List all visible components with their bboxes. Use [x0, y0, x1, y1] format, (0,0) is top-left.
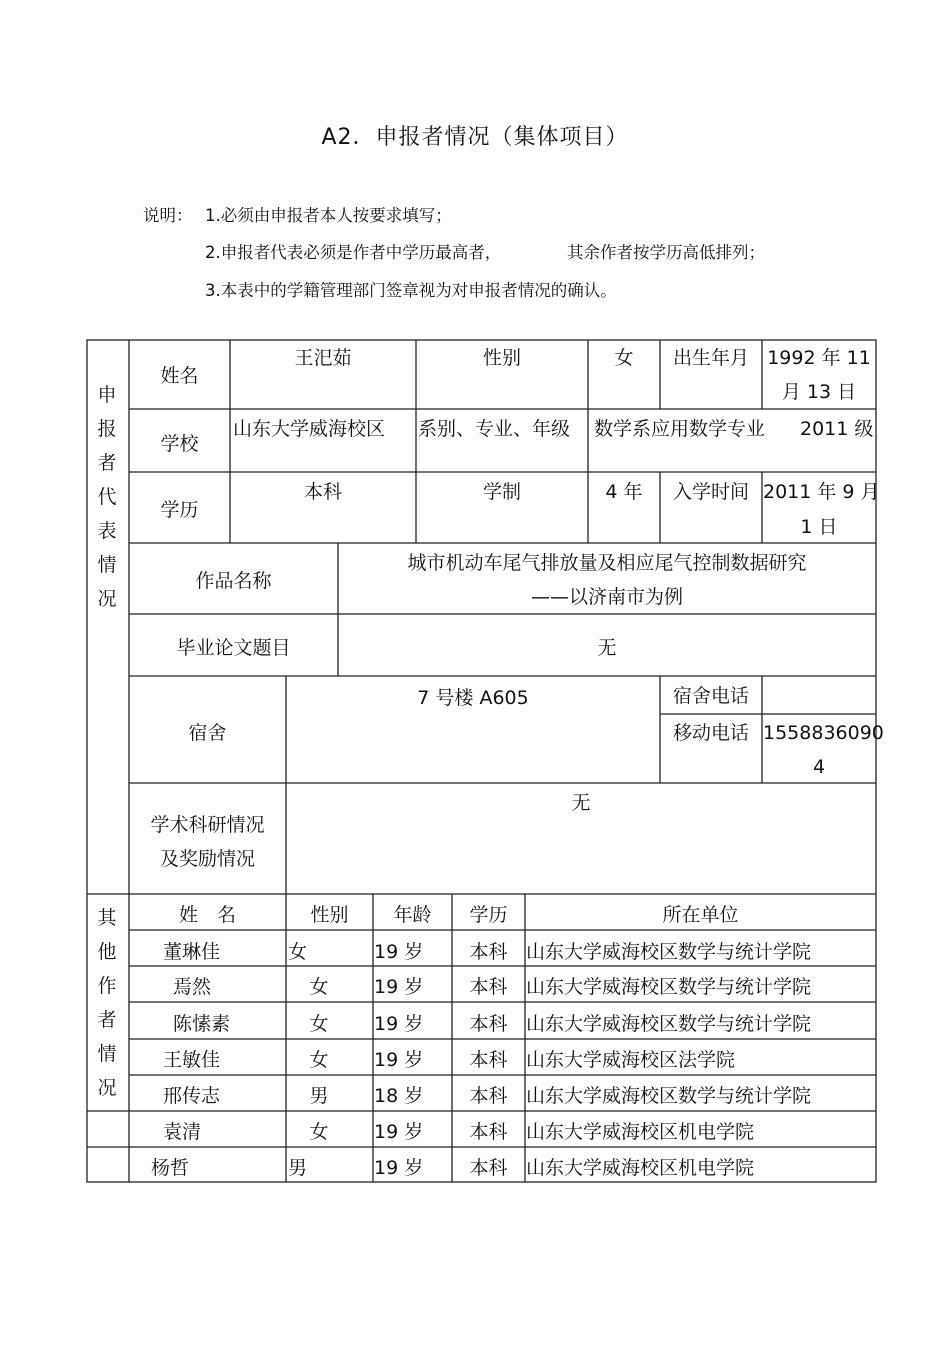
research-value: 无 [571, 792, 591, 814]
schooling-label: 学制 [482, 481, 521, 503]
mobile-value-line1: 1558836090 [763, 722, 884, 744]
thesis-label: 毕业论文题目 [176, 637, 291, 659]
authors-section-label [92, 901, 122, 1105]
author-name: 袁清 [163, 1121, 202, 1143]
education-value: 本科 [303, 481, 342, 503]
author-education: 本科 [469, 1049, 508, 1071]
dorm-value: 7 号楼 A605 [417, 687, 529, 709]
authors-header-education: 学历 [469, 904, 508, 926]
author-education: 本科 [469, 1121, 508, 1143]
name-value: 王汜茹 [294, 347, 352, 369]
representative-section-text: 申报者代表情况 [97, 384, 117, 610]
author-name: 杨哲 [151, 1157, 190, 1179]
birth-value-line2: 月 13 日 [781, 381, 857, 403]
thesis-value: 无 [597, 637, 617, 659]
research-label-line2: 及奖励情况 [159, 848, 255, 870]
author-unit: 山东大学威海校区法学院 [526, 1049, 736, 1071]
birth-label: 出生年月 [672, 347, 749, 369]
author-unit: 山东大学威海校区数学与统计学院 [526, 1013, 812, 1035]
author-gender: 女 [309, 1013, 329, 1035]
author-age: 19 岁 [374, 1121, 424, 1143]
work-title-line1: 城市机动车尾气排放量及相应尾气控制数据研究 [407, 552, 807, 574]
dorm-label: 宿舍 [188, 722, 227, 744]
mobile-value-line2: 4 [812, 756, 826, 778]
author-gender: 女 [288, 941, 308, 963]
author-gender: 男 [309, 1085, 329, 1107]
school-label: 学校 [160, 433, 199, 455]
mobile-label: 移动电话 [672, 722, 749, 744]
gender-value: 女 [614, 347, 634, 369]
dept-label: 系别、专业、年级 [418, 418, 571, 440]
author-age: 19 岁 [374, 1049, 424, 1071]
authors-section-text: 其他作者情况 [97, 907, 117, 1099]
author-unit: 山东大学威海校区数学与统计学院 [526, 1085, 812, 1107]
author-education: 本科 [469, 976, 508, 998]
grade-value: 2011 级 [800, 418, 874, 440]
author-age: 19 岁 [374, 1013, 424, 1035]
research-label-line1: 学术科研情况 [150, 814, 265, 836]
author-name: 王敏佳 [163, 1049, 221, 1071]
author-name: 焉然 [173, 976, 212, 998]
enroll-label: 入学时间 [672, 481, 749, 503]
instruction-3: 3.本表中的学籍管理部门签章视为对申报者情况的确认。 [205, 281, 617, 300]
name-label: 姓名 [160, 365, 199, 387]
author-education: 本科 [469, 941, 508, 963]
page-title: A2．申报者情况（集体项目） [321, 125, 629, 150]
author-age: 19 岁 [374, 941, 424, 963]
instruction-1: 1.必须由申报者本人按要求填写； [205, 206, 452, 225]
authors-header-unit: 所在单位 [662, 904, 739, 926]
author-unit: 山东大学威海校区机电学院 [526, 1157, 755, 1179]
education-label: 学历 [160, 499, 199, 521]
author-gender: 女 [309, 976, 329, 998]
author-name: 邢传志 [163, 1085, 221, 1107]
authors-header-gender: 性别 [310, 904, 349, 926]
author-age: 19 岁 [374, 1157, 424, 1179]
author-gender: 男 [288, 1157, 308, 1179]
author-education: 本科 [469, 1085, 508, 1107]
author-age: 19 岁 [374, 976, 424, 998]
author-gender: 女 [309, 1121, 329, 1143]
instruction-2: 2.申报者代表必须是作者中学历最高者， [205, 243, 502, 262]
author-name: 董琳佳 [163, 941, 221, 963]
schooling-value: 4 年 [605, 481, 643, 503]
author-unit: 山东大学威海校区数学与统计学院 [526, 941, 812, 963]
enroll-value-line1: 2011 年 9 月 [763, 481, 880, 503]
work-title-line2: ——以济南市为例 [530, 586, 683, 608]
authors-header-name: 姓 名 [178, 904, 236, 926]
instruction-2-cont: 其余作者按学历高低排列； [567, 243, 765, 262]
author-gender: 女 [309, 1049, 329, 1071]
representative-section-label [92, 378, 122, 616]
gender-label: 性别 [482, 347, 521, 369]
author-unit: 山东大学威海校区数学与统计学院 [526, 976, 812, 998]
author-education: 本科 [469, 1157, 508, 1179]
dorm-phone-label: 宿舍电话 [672, 685, 749, 707]
work-label: 作品名称 [195, 570, 272, 592]
author-education: 本科 [469, 1013, 508, 1035]
instructions-label: 说明： [143, 206, 193, 225]
author-age: 18 岁 [374, 1085, 424, 1107]
birth-value-line1: 1992 年 11 [767, 347, 871, 369]
author-unit: 山东大学威海校区机电学院 [526, 1121, 755, 1143]
enroll-value-line2: 1 日 [800, 516, 838, 538]
authors-header-age: 年龄 [393, 904, 432, 926]
school-value: 山东大学威海校区 [233, 418, 386, 440]
dept-value: 数学系应用数学专业 [594, 418, 766, 440]
author-name: 陈愫素 [173, 1013, 231, 1035]
